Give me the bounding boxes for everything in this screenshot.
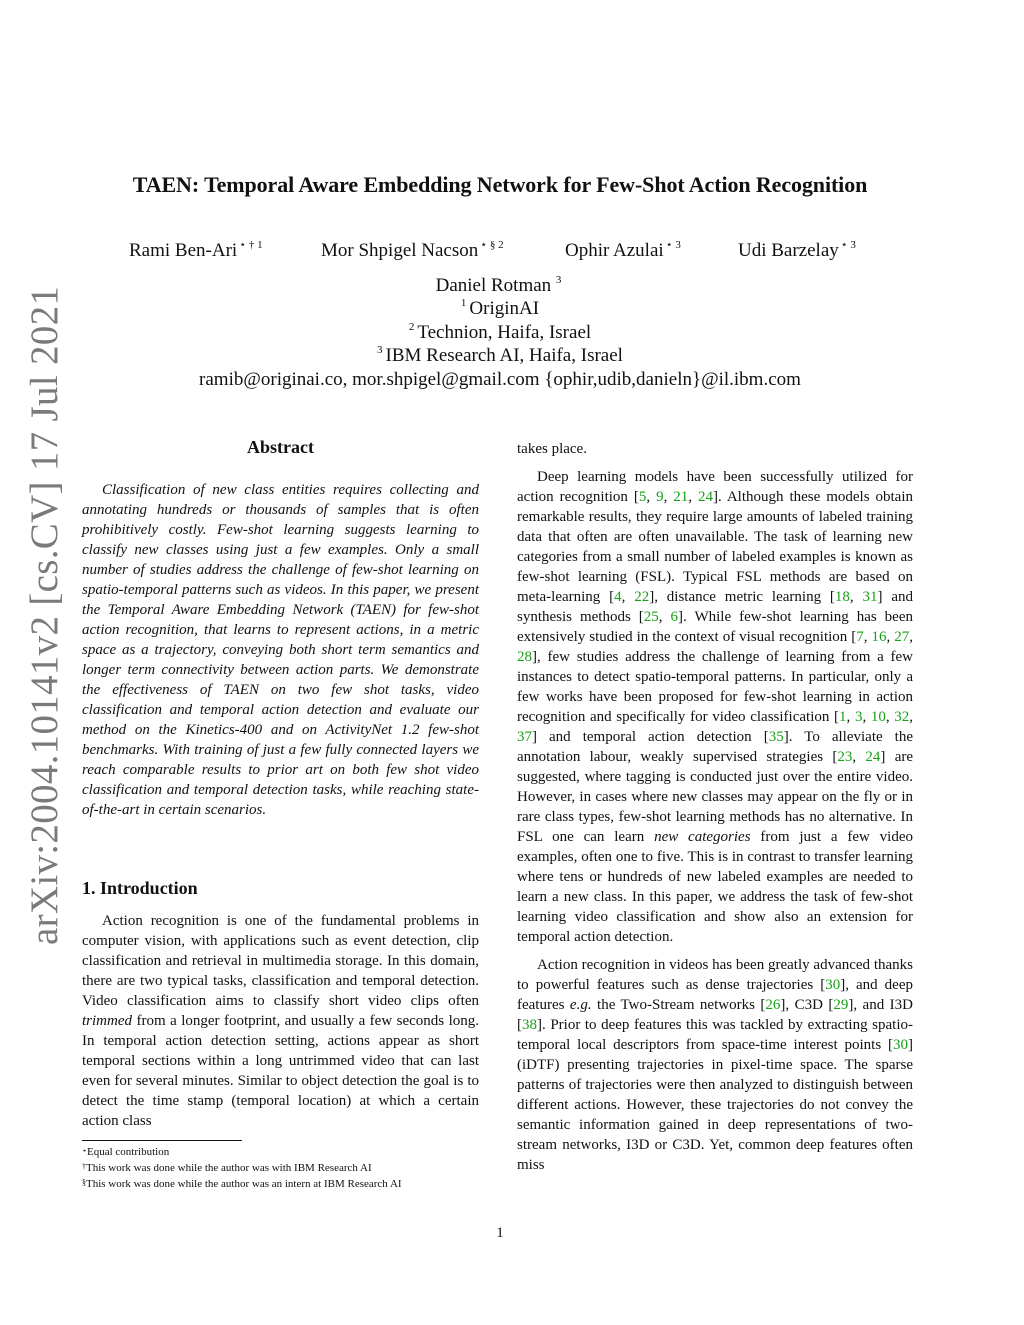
abstract-heading: Abstract bbox=[247, 437, 314, 457]
text-run: ]. Although these models obtain remarkable results, they require large amounts of labeled training data that often are often unavailable. The task of learning new categories from a small number of labeled examples is known as few-shot learning (FSL). Typical FSL methods are based on meta-learning [ bbox=[517, 489, 913, 605]
introduction-body bbox=[82, 911, 479, 1131]
citation-link[interactable]: 7 bbox=[856, 629, 864, 645]
citation-link[interactable]: 4 bbox=[614, 589, 622, 605]
affiliation-number: 3 bbox=[377, 344, 383, 356]
footnote-mark: ⋆ bbox=[82, 1146, 88, 1155]
footnote-3 bbox=[82, 1178, 402, 1190]
text-run: ], and deep features bbox=[517, 977, 914, 1013]
citation-link[interactable]: 24 bbox=[697, 489, 713, 505]
affiliation-text: OriginAI bbox=[469, 298, 540, 319]
text-run: from a longer footprint, and usually a few seconds long. In temporal action detection setting, actions appear as short temporal sections within a long untrimmed video that can last even for several minutes. Similar to object detection the goal is to detect the time stamp (temporal location) at which a certain action class bbox=[82, 1013, 479, 1129]
text-run: ], distance metric learning [ bbox=[649, 589, 835, 605]
citation-link[interactable]: 25 bbox=[643, 609, 659, 625]
citation-link[interactable]: 3 bbox=[854, 709, 863, 725]
text-run: Action recognition in videos has been greatly advanced thanks to powerful features such as dense trajectories [ bbox=[517, 957, 913, 993]
author-2 bbox=[321, 240, 504, 262]
citation-link[interactable]: 30 bbox=[893, 1037, 908, 1053]
text-run: ] are suggested, where tagging is conducted just over the entire video. However, in cases where new classes may appear on the fly or in rare class types, few-shot learning methods has no alternative. In FSL one can learn bbox=[517, 749, 914, 845]
citation-link[interactable]: 29 bbox=[833, 997, 849, 1013]
author-emails: ramib@originai.co, mor.shpigel@gmail.com {ophir,udib,danieln}@il.ibm.com bbox=[199, 369, 801, 390]
affiliation-text: Technion, Haifa, Israel bbox=[417, 322, 592, 343]
citation-link[interactable]: 5 bbox=[638, 489, 647, 505]
emphasis: trimmed bbox=[82, 1013, 132, 1029]
intro-paragraph: Deep learning models have been successfully utilized for action recognition [5, 9, 21, 24]. Although these models obtain remarkable results, they require large amounts of labeled training data that often are often unavailable. The task of learning new categories from a small number of labeled examples is known as few-shot learning (FSL). Typical FSL methods are based on meta-learning [4, 22], distance metric learning [18, 31] and synthesis methods [25, 6]. While few-shot learning has been extensively studied in the context of visual recognition [7, 16, 27, 28], few studies address the challenge of learning from a few instances to detect spatio-temporal patterns. In particular, only a few works have been proposed for few-shot learning in action recognition and specifically for video classification [1, 3, 10, 32, 37] and temporal action detection [35]. To alleviate the annotation labour, weakly supervised strategies [23, 24] are suggested, where tagging is conducted just over the entire video. However, in cases where new classes may appear on the fly or in rare class types, few-shot learning methods has no alternative. In FSL one can learn new categories from just a few video examples, often one to five. This is in contrast to transfer learning where tens or hundreds of new labeled examples are needed to learn a new class. In this paper, we address the task of few-shot learning video classification and show also an extension for temporal action detection. bbox=[517, 469, 914, 945]
author-marks: ⋆ † 1 bbox=[239, 239, 263, 251]
author-name: Rami Ben-Ari bbox=[129, 240, 238, 261]
citation-link[interactable]: 28 bbox=[517, 649, 532, 665]
citation-link[interactable]: 31 bbox=[862, 589, 878, 605]
citation-link[interactable]: 32 bbox=[894, 709, 910, 725]
text-run: ] (iDTF) presenting trajectories in pixel-time space. The sparse patterns of trajectories were then analyzed to distinguish between different actions. However, these trajectories do not convey the semantic information gained in deep representations of two-stream networks, I3D or C3D. Yet, common deep features often miss bbox=[517, 1037, 913, 1173]
author-marks: ⋆ 3 bbox=[840, 239, 856, 251]
text-run: ] and temporal action detection [ bbox=[532, 729, 769, 745]
author-4 bbox=[738, 240, 856, 262]
footnote-text: This work was done while the author was an intern at IBM Research AI bbox=[86, 1178, 402, 1190]
text-run: ] and synthesis methods [ bbox=[517, 589, 914, 625]
affiliation-number: 1 bbox=[460, 297, 467, 309]
right-column-body bbox=[517, 439, 913, 1175]
citation-link[interactable]: 23 bbox=[837, 749, 853, 765]
intro-paragraph bbox=[82, 911, 479, 1131]
affiliation-2 bbox=[0, 322, 1000, 344]
citation-link[interactable]: 10 bbox=[870, 709, 886, 725]
footnote-2 bbox=[82, 1162, 372, 1174]
text-run: from just a few video examples, often one to five. This is in contrast to transfer learning where tens or hundreds of new labeled examples are needed to learn a new class. In this paper, we address the task of few-shot learning video classification and show also an extension for temporal action detection. bbox=[517, 829, 913, 945]
author-name: Ophir Azulai bbox=[565, 240, 664, 261]
citation-link[interactable]: 1 bbox=[839, 709, 847, 725]
emphasis: new categories bbox=[654, 829, 751, 845]
arxiv-side-label: arXiv:2004.10141v2 [cs.CV] 17 Jul 2021 bbox=[23, 285, 66, 945]
citation-link[interactable]: 37 bbox=[517, 729, 532, 745]
citation-link[interactable]: 24 bbox=[865, 749, 881, 765]
text-run: ]. To alleviate the annotation labour, weakly supervised strategies [ bbox=[517, 729, 914, 765]
citation-link[interactable]: 21 bbox=[673, 489, 689, 505]
continuation-line: takes place. bbox=[517, 441, 587, 457]
citation-link[interactable]: 18 bbox=[834, 589, 850, 605]
citation-link[interactable]: 38 bbox=[522, 1017, 537, 1033]
page-number: 1 bbox=[496, 1225, 504, 1241]
text-run: Action recognition is one of the fundamental problems in computer vision, with applications such as event detection, clip classification and retrieval in multimedia storage. In this domain, there are two typical tasks, classification and temporal detection. Video classification aims to classify short video clips often bbox=[82, 913, 479, 1009]
affiliation-number: 2 bbox=[408, 321, 415, 333]
footnote-mark: § bbox=[82, 1178, 86, 1187]
author-marks: 3 bbox=[555, 274, 562, 286]
citation-link[interactable]: 27 bbox=[894, 629, 910, 645]
section-heading-introduction: 1. Introduction bbox=[82, 878, 198, 898]
footnote-text: Equal contribution bbox=[87, 1146, 170, 1158]
citation-link[interactable]: 22 bbox=[634, 589, 650, 605]
author-name: Daniel Rotman bbox=[435, 275, 552, 296]
author-5 bbox=[0, 275, 1000, 297]
author-marks: ⋆ § 2 bbox=[480, 239, 504, 251]
text-run: the Two-Stream networks [ bbox=[591, 997, 766, 1013]
author-name: Udi Barzelay bbox=[738, 240, 839, 261]
footnote-divider bbox=[82, 1140, 242, 1141]
abstract-paragraph: Classification of new class entities requires collecting and annotating hundreds or thousands of samples that is often prohibitively costly. Few-shot learning suggests learning to classify new classes using just a few examples. Only a small number of studies address the challenge of few-shot learning on spatio-temporal patterns such as videos. In this paper, we present the Temporal Aware Embedding Network (TAEN) for few-shot action recognition, that learns to represent actions, in a metric space as a trajectory, conveying both short term semantics and longer term connectivity between action parts. We demonstrate the effectiveness of TAEN on two few shot tasks, video classification and temporal action detection and evaluate our method on the Kinetics-400 and on ActivityNet 1.2 few-shot benchmarks. With training of just a few fully connected layers we reach comparable results to prior art on both few shot video classification and temporal detection tasks, while reaching state-of-the-art in certain scenarios. bbox=[82, 482, 479, 818]
paper-title: TAEN: Temporal Aware Embedding Network for Few-Shot Action Recognition bbox=[132, 172, 868, 197]
footnote-1 bbox=[82, 1146, 169, 1158]
author-1 bbox=[129, 240, 263, 262]
footnote-text: This work was done while the author was with IBM Research AI bbox=[86, 1162, 372, 1174]
text-run: Deep learning models have been successfully utilized for action recognition [ bbox=[517, 469, 913, 505]
citation-link[interactable]: 16 bbox=[871, 629, 887, 645]
citation-link[interactable]: 35 bbox=[768, 729, 784, 745]
text-run: ]. While few-shot learning has been extensively studied in the context of visual recognition [ bbox=[517, 609, 913, 645]
text-run: ], few studies address the challenge of learning from a few instances to detect spatio-temporal patterns. In particular, only a few works have been proposed for few-shot learning in action recognition and specifically for video classification [ bbox=[517, 649, 913, 725]
footnote-mark: † bbox=[82, 1162, 86, 1171]
author-marks: ⋆ 3 bbox=[665, 239, 681, 251]
author-name: Mor Shpigel Nacson bbox=[321, 240, 479, 261]
affiliation-1 bbox=[0, 298, 1000, 320]
author-3 bbox=[565, 240, 681, 262]
citation-link[interactable]: 30 bbox=[825, 977, 841, 993]
intro-paragraph bbox=[517, 955, 913, 1175]
affiliation-3 bbox=[0, 345, 1000, 367]
emphasis: e.g. bbox=[569, 997, 592, 1013]
text-run: ], and I3D [ bbox=[517, 997, 913, 1033]
citation-link[interactable]: 26 bbox=[765, 997, 781, 1013]
text-run: ], C3D [ bbox=[780, 997, 834, 1013]
text-run: ]. Prior to deep features this was tackled by extracting spatio-temporal local descriptors from space-time interest points [ bbox=[517, 1017, 913, 1053]
citation-link[interactable]: 9 bbox=[656, 489, 664, 505]
affiliation-text: IBM Research AI, Haifa, Israel bbox=[385, 345, 623, 366]
citation-link[interactable]: 6 bbox=[670, 609, 679, 625]
abstract-body bbox=[82, 480, 479, 820]
